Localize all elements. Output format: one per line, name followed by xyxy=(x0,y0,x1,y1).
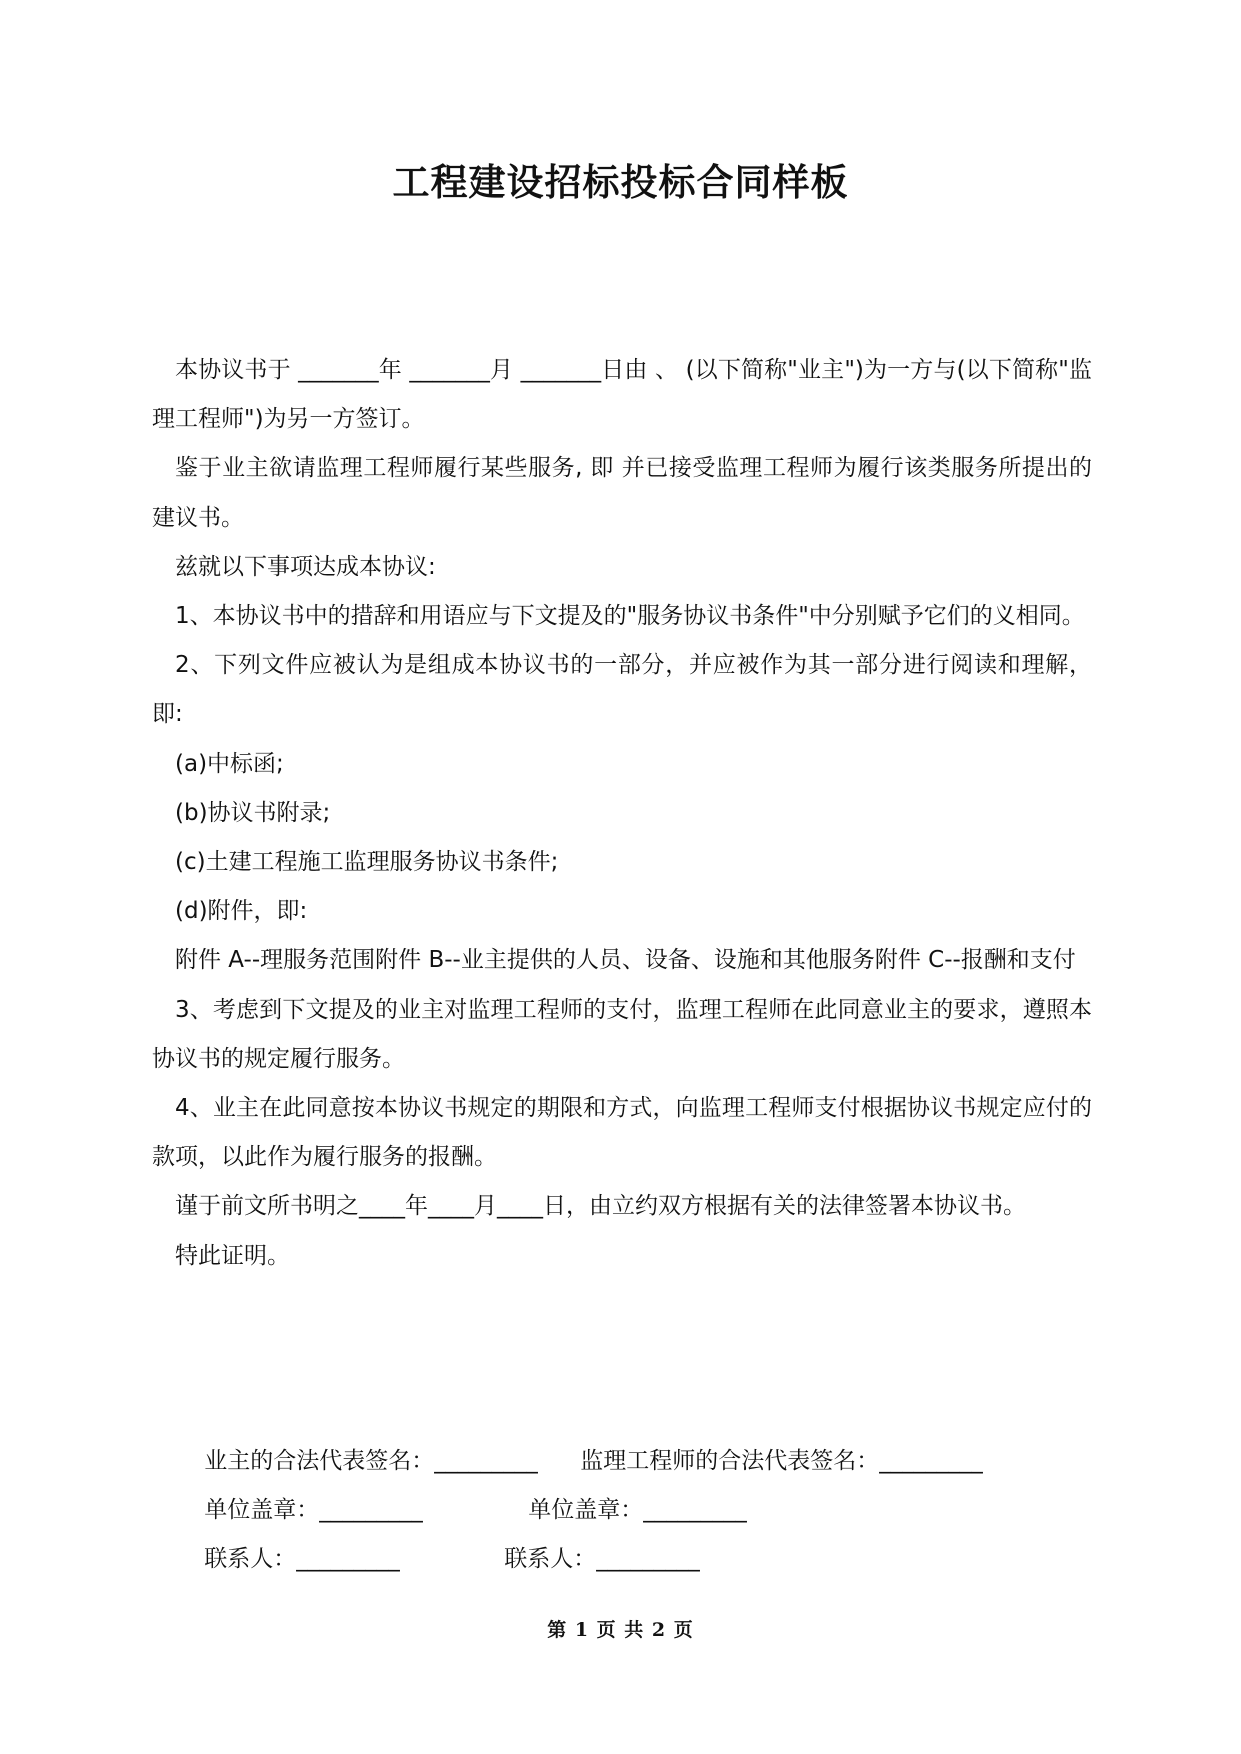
list-item-d: (d)附件，即: xyxy=(175,898,308,925)
list-item-c: (c)土建工程施工监理服务协议书条件; xyxy=(175,849,559,876)
engineer-seal: 单位盖章：_________ xyxy=(528,1497,747,1523)
paragraph-clause-1: 1、本协议书中的措辞和用语应与下文提及的"服务协议书条件"中分别赋予它们的义相同。 xyxy=(175,603,1085,630)
paragraph-intro: 本协议书于 _______年 _______月 _______日由 、 (以下简称"业主")为一方与(以下简称"监理工程师")为另一方签订。 xyxy=(152,357,1092,433)
paragraph-clause-4: 4、业主在此同意按本协议书规定的期限和方式，向监理工程师支付根据协议书规定应付的款项，以此作为履行服务的报酬。 xyxy=(152,1095,1092,1171)
paragraph-signing: 谨于前文所书明之____年____月____日，由立约双方根据有关的法律签署本协议书。 xyxy=(175,1193,1026,1220)
signature-row-contacts xyxy=(175,1514,700,1604)
engineer-contact: 联系人：_________ xyxy=(504,1546,700,1572)
list-item-b: (b)协议书附录; xyxy=(175,799,331,826)
paragraph-whereas: 鉴于业主欲请监理工程师履行某些服务, 即 并已接受监理工程师为履行该类服务所提出的建议书。 xyxy=(152,455,1092,531)
owner-seal: 单位盖章：_________ xyxy=(204,1497,423,1523)
paragraph-attachments: 附件 A--理服务范围附件 B--业主提供的人员、设备、设施和其他服务附件 C--报酬和支付 xyxy=(175,947,1076,974)
paragraph-witness: 特此证明。 xyxy=(175,1242,290,1269)
document-title: 工程建设招标投标合同样板 xyxy=(392,161,849,204)
page-number-footer: 第 1 页 共 2 页 xyxy=(547,1619,694,1641)
paragraph-clause-3: 3、考虑到下文提及的业主对监理工程师的支付，监理工程师在此同意业主的要求，遵照本协议书的规定履行服务。 xyxy=(152,996,1092,1072)
paragraph-clause-2: 2、下列文件应被认为是组成本协议书的一部分，并应被作为其一部分进行阅读和理解，即: xyxy=(152,652,1092,728)
paragraph-agree: 兹就以下事项达成本协议: xyxy=(175,553,436,580)
engineer-representative-signature: 监理工程师的合法代表签名：_________ xyxy=(580,1448,983,1474)
list-item-a: (a)中标函; xyxy=(175,750,284,777)
owner-contact: 联系人：_________ xyxy=(204,1546,400,1572)
document-body xyxy=(152,346,1092,1281)
owner-representative-signature: 业主的合法代表签名：_________ xyxy=(204,1448,538,1474)
